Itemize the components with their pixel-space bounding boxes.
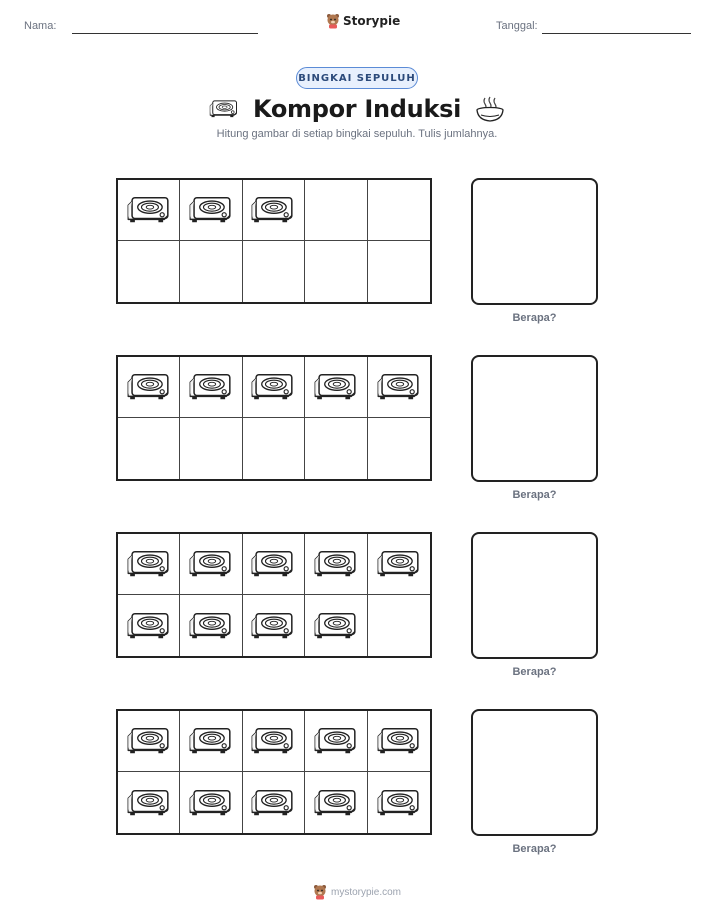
- induction-stove-icon: [126, 548, 172, 580]
- ten-frame-cell: [118, 241, 180, 302]
- ten-frame-cell: [305, 241, 367, 302]
- steaming-bowl-icon: [475, 95, 505, 123]
- induction-stove-icon: [250, 371, 296, 403]
- induction-stove-icon: [313, 548, 359, 580]
- footer-url: mystorypie.com: [330, 886, 401, 898]
- ten-frame-cell: [243, 772, 305, 833]
- induction-stove-icon: [126, 371, 172, 403]
- induction-stove-icon: [250, 194, 296, 226]
- ten-frame-cell: [180, 772, 242, 833]
- ten-frame-cell: [180, 357, 242, 418]
- induction-stove-icon: [250, 610, 296, 642]
- induction-stove-icon: [188, 371, 234, 403]
- induction-stove-icon: [250, 548, 296, 580]
- ten-frame: [116, 709, 432, 835]
- ten-frame-cell: [243, 534, 305, 595]
- ten-frame-cell: [368, 534, 430, 595]
- induction-stove-icon: [126, 610, 172, 642]
- ten-frame-cell: [305, 595, 367, 656]
- ten-frame-cell: [243, 418, 305, 479]
- answer-box[interactable]: [471, 178, 598, 305]
- ten-frame-cell: [118, 711, 180, 772]
- storypie-mascot-icon: [313, 884, 327, 900]
- ten-frame-cell: [180, 711, 242, 772]
- answer-prompt: Berapa?: [512, 489, 557, 501]
- footer: [0, 884, 714, 900]
- induction-stove-icon: [188, 548, 234, 580]
- induction-stove-icon: [313, 610, 359, 642]
- induction-stove-icon: [126, 725, 172, 757]
- date-label: Tanggal:: [496, 20, 538, 32]
- name-line[interactable]: [72, 33, 258, 34]
- answer-prompt: Berapa?: [512, 312, 557, 324]
- brand-name: Storypie: [343, 14, 401, 28]
- ten-frame-cell: [368, 418, 430, 479]
- ten-frame-cell: [368, 357, 430, 418]
- ten-frame-cell: [118, 357, 180, 418]
- ten-frame-cell: [305, 357, 367, 418]
- ten-frame-cell: [368, 772, 430, 833]
- ten-frame-cell: [243, 357, 305, 418]
- ten-frame-cell: [368, 595, 430, 656]
- ten-frame-cell: [305, 418, 367, 479]
- induction-stove-icon: [376, 725, 422, 757]
- induction-stove-icon: [313, 725, 359, 757]
- ten-frame-cell: [180, 241, 242, 302]
- ten-frame-cell: [368, 241, 430, 302]
- ten-frame-cell: [180, 534, 242, 595]
- induction-stove-icon: [126, 194, 172, 226]
- storypie-mascot-icon: [326, 13, 340, 29]
- induction-stove-icon: [188, 194, 234, 226]
- answer-box[interactable]: [471, 355, 598, 482]
- ten-frame-cell: [180, 418, 242, 479]
- date-line[interactable]: [542, 33, 691, 34]
- name-label: Nama:: [24, 20, 57, 32]
- induction-stove-icon: [126, 787, 172, 819]
- induction-stove-icon: [376, 787, 422, 819]
- ten-frame-cell: [305, 772, 367, 833]
- instructions: Hitung gambar di setiap bingkai sepuluh. Tulis jumlahnya.: [216, 128, 498, 140]
- answer-box[interactable]: [471, 709, 598, 836]
- ten-frame-cell: [118, 534, 180, 595]
- answer-prompt: Berapa?: [512, 843, 557, 855]
- ten-frame: [116, 355, 432, 481]
- ten-frame-cell: [180, 595, 242, 656]
- induction-stove-icon: [188, 725, 234, 757]
- ten-frame-cell: [243, 595, 305, 656]
- induction-stove-icon: [250, 725, 296, 757]
- ten-frame-cell: [118, 595, 180, 656]
- ten-frame-cell: [368, 711, 430, 772]
- induction-stove-icon: [188, 787, 234, 819]
- ten-frame: [116, 532, 432, 658]
- ten-frame-cell: [243, 711, 305, 772]
- ten-frame-cell: [118, 180, 180, 241]
- ten-frame-cell: [305, 180, 367, 241]
- ten-frame-cell: [305, 534, 367, 595]
- page-title: Kompor Induksi: [252, 95, 462, 123]
- induction-stove-icon: [376, 548, 422, 580]
- title-row: [0, 92, 714, 126]
- ten-frame-cell: [118, 418, 180, 479]
- ten-frame-cell: [305, 711, 367, 772]
- ten-frame-cell: [180, 180, 242, 241]
- induction-stove-icon: [188, 610, 234, 642]
- ten-frame: [116, 178, 432, 304]
- induction-stove-icon: [209, 98, 239, 120]
- induction-stove-icon: [376, 371, 422, 403]
- storypie-logo: [326, 13, 400, 29]
- induction-stove-icon: [250, 787, 296, 819]
- ten-frame-cell: [368, 180, 430, 241]
- induction-stove-icon: [313, 371, 359, 403]
- answer-prompt: Berapa?: [512, 666, 557, 678]
- worksheet-badge: BINGKAI SEPULUH: [296, 67, 418, 89]
- ten-frame-cell: [243, 241, 305, 302]
- induction-stove-icon: [313, 787, 359, 819]
- ten-frame-cell: [118, 772, 180, 833]
- ten-frame-cell: [243, 180, 305, 241]
- answer-box[interactable]: [471, 532, 598, 659]
